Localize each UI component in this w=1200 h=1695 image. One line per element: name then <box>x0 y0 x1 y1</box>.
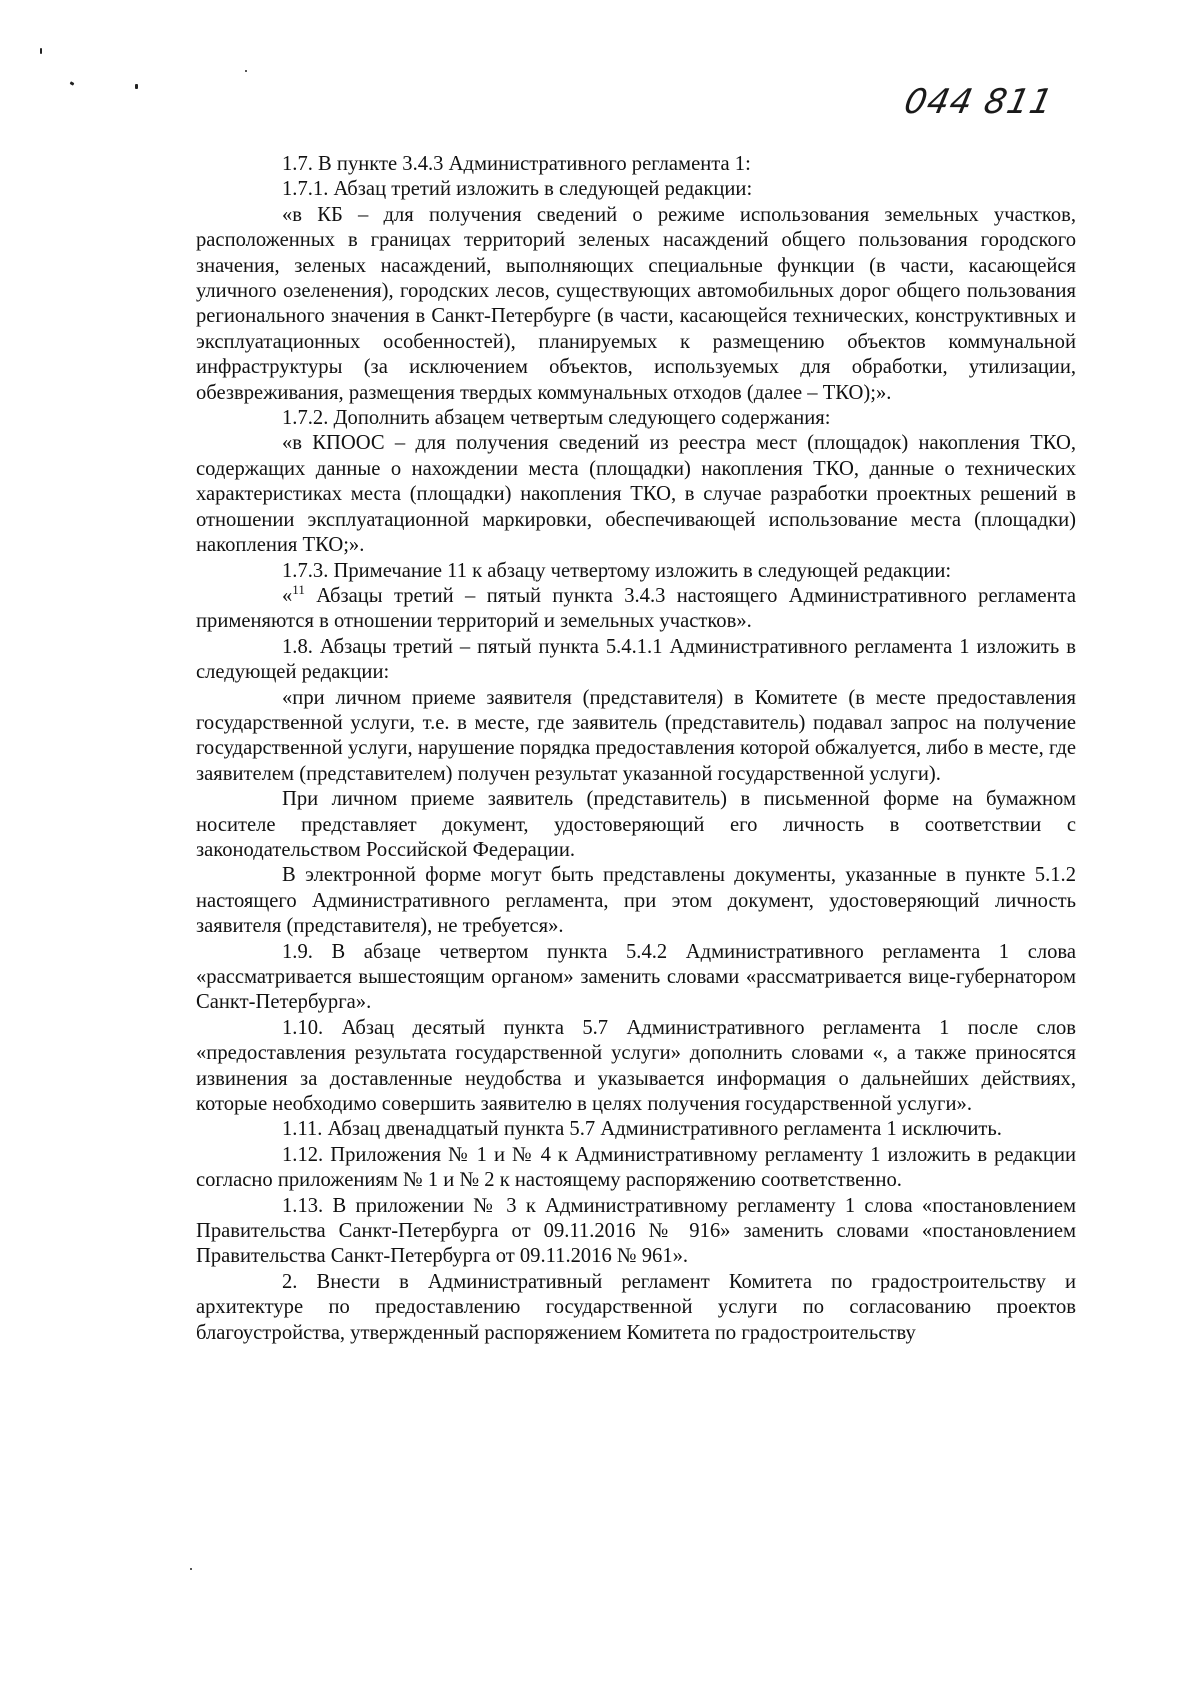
scan-speck-bottom <box>190 1568 192 1570</box>
paragraph-1-7-3: 1.7.3. Примечание 11 к абзацу четвертому изложить в следующей редакции: <box>282 559 952 582</box>
paragraph-2: 2. Внести в Административный регламент Комитета по градостроительству и архитектуре по предоставлению государственной услуги по согласованию проектов благоустройства, утвержденный распоряжением Комитета по градостроительству <box>196 1270 1076 1344</box>
paragraph-kpoos-text: «в КПООС – для получения сведений из реестра мест (площадок) накопления ТКО, содержащих данные о нахождении места (площадки) накопления ТКО, данные о технических характеристиках места (площадки) накопления ТКО, в случае разработки проектных решений в отношении эксплуатационной маркировки, обеспечивающей использование места (площадки) накопления ТКО;». <box>196 432 1076 557</box>
paragraph-personal-reception: «при личном приеме заявителя (представителя) в Комитете (в месте предоставления государственной услуги, т.е. в месте, где заявитель (представитель) подавал запрос на получение государственной услуги, нарушение порядка предоставления которой обжалуется, либо в месте, где заявителем (представителем) получен результат указанной государственной услуги). <box>196 686 1076 785</box>
paragraph-written-form: При личном приеме заявитель (представитель) в письменной форме на бумажном носителе представляет документ, удостоверяющий его личность в соответствии с законодательством Российской Федерации. <box>196 788 1076 861</box>
scan-speck <box>245 70 247 72</box>
paragraph-1-8: 1.8. Абзацы третий – пятый пункта 5.4.1.1 Административного регламента 1 изложить в следующей редакции: <box>196 635 1076 684</box>
footnote-number: 11 <box>292 582 305 598</box>
paragraph-1-7-1: 1.7.1. Абзац третий изложить в следующей редакции: <box>282 178 753 201</box>
document-body <box>196 152 1076 1346</box>
paragraph-1-12: 1.12. Приложения № 1 и № 4 к Административному регламенту 1 изложить в редакции согласно приложениям № 1 и № 2 к настоящему распоряжению соответственно. <box>196 1143 1076 1192</box>
scan-speck <box>135 84 138 89</box>
paragraph-1-13: 1.13. В приложении № 3 к Административному регламенту 1 слова «постановлением Правительства Санкт-Петербурга от 09.11.2016 № 916» заменить словами «постановлением Правительства Санкт-Петербурга от 09.11.2016 № 961». <box>196 1194 1076 1268</box>
paragraph-electronic-form: В электронной форме могут быть представлены документы, указанные в пункте 5.1.2 настоящего Административного регламента, при этом документ, удостоверяющий личность заявителя (представителя), не требуется». <box>196 864 1076 938</box>
paragraph-1-10: 1.10. Абзац десятый пункта 5.7 Административного регламента 1 после слов «предоставления результата государственной услуги» дополнить словами «, а также приносятся извинения за доставленные неудобства и указывается информация о дальнейших действиях, которые необходимо совершить заявителю в целях получения государственной услуги». <box>196 1016 1076 1116</box>
scan-speck <box>70 81 75 86</box>
scan-speck <box>40 48 42 54</box>
paragraph-1-7: 1.7. В пункте 3.4.3 Административного регламента 1: <box>282 153 751 175</box>
footnote-open-quote: « <box>282 584 293 607</box>
paragraph-kb-text: «в КБ – для получения сведений о режиме использования земельных участков, расположенных в границах территорий зеленых насаждений общего пользования городского значения, зеленых насаждений, выполняющих специальные функции (в части, касающейся уличного озеленения), городских лесов, существующих автомобильных дорог общего пользования регионального значения в Санкт-Петербурге (в части, касающейся технических, конструктивных и эксплуатационных особенностей), планируемых к размещению объектов коммунальной инфраструктуры (за исключением объектов, используемых для обработки, утилизации, обезвреживания, размещения твердых коммунальных отходов (далее – ТКО);». <box>196 203 1076 404</box>
scan-artifacts <box>40 40 270 100</box>
paragraph-1-9: 1.9. В абзаце четвертом пункта 5.4.2 Административного регламента 1 слова «рассматривается вышестоящим органом» заменить словами «рассматривается вице-губернатором Санкт-Петербурга». <box>196 940 1076 1014</box>
footnote-text: Абзацы третий – пятый пункта 3.4.3 настоящего Административного регламента применяются в отношении территорий и земельных участков». <box>196 584 1076 633</box>
paragraph-1-11: 1.11. Абзац двенадцатый пункта 5.7 Административного регламента 1 исключить. <box>282 1118 1002 1141</box>
paragraph-1-7-2: 1.7.2. Дополнить абзацем четвертым следующего содержания: <box>282 407 831 430</box>
handwritten-document-number: 044 811 <box>900 82 1057 122</box>
paragraph-footnote-11 <box>196 584 1076 635</box>
